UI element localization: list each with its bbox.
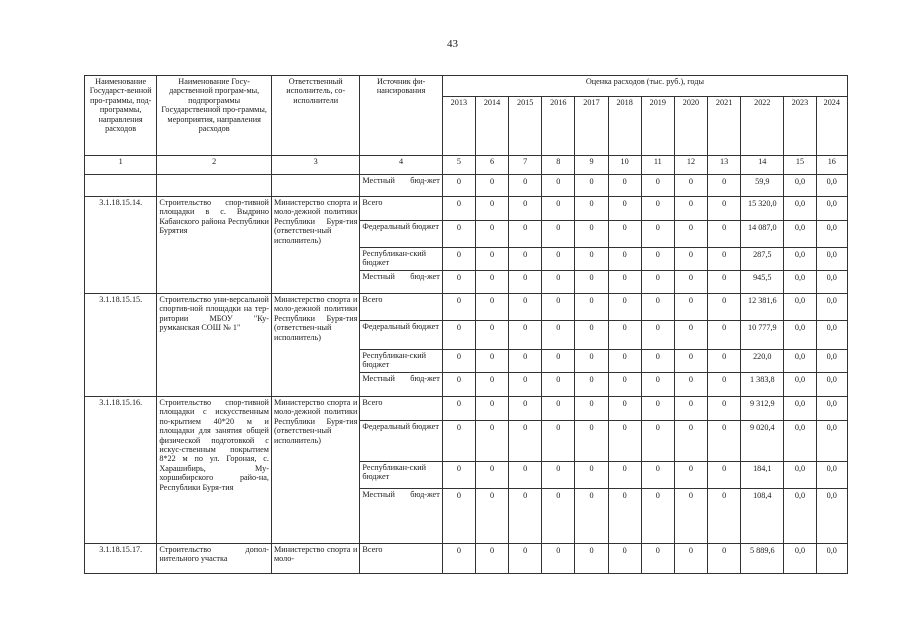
name-cell: Строительство допол-нительного участка — [157, 544, 272, 574]
value-cell: 0 — [641, 544, 674, 574]
value-cell: 0 — [674, 544, 707, 574]
value-cell: 0 — [674, 175, 707, 197]
value-cell: 0 — [575, 397, 608, 421]
value-cell: 0 — [641, 321, 674, 350]
value-cell: 0 — [475, 544, 508, 574]
value-cell: 0 — [641, 221, 674, 248]
column-number: 10 — [608, 156, 641, 175]
source-cell: Федеральный бюджет — [360, 321, 442, 350]
value-cell: 0 — [509, 248, 542, 271]
value-cell: 0 — [674, 321, 707, 350]
column-number: 5 — [442, 156, 475, 175]
value-cell: 0 — [641, 248, 674, 271]
column-number: 11 — [641, 156, 674, 175]
value-cell: 0 — [608, 221, 641, 248]
value-cell: 0 — [442, 175, 475, 197]
value-cell: 0,0 — [816, 421, 847, 462]
value-cell: 0 — [708, 221, 741, 248]
value-cell: 0 — [708, 462, 741, 489]
year-cell: 2024 — [816, 97, 847, 156]
value-cell: 0,0 — [816, 197, 847, 221]
value-cell: 0 — [708, 397, 741, 421]
value-cell: 0 — [509, 373, 542, 397]
value-cell: 0,0 — [816, 271, 847, 294]
code-cell — [85, 175, 157, 197]
value-cell: 0 — [475, 294, 508, 321]
source-cell: Всего — [360, 197, 442, 221]
header-col-source: Источник фи-нансирования — [360, 76, 442, 156]
value-cell: 0 — [708, 197, 741, 221]
value-cell: 59,9 — [741, 175, 784, 197]
value-cell: 0 — [641, 294, 674, 321]
column-number: 12 — [674, 156, 707, 175]
value-cell: 0 — [608, 397, 641, 421]
value-cell: 12 381,6 — [741, 294, 784, 321]
value-cell: 0 — [641, 489, 674, 544]
value-cell: 0 — [608, 489, 641, 544]
value-cell: 0 — [641, 197, 674, 221]
value-cell: 0,0 — [784, 175, 816, 197]
source-cell: Всего — [360, 397, 442, 421]
value-cell: 0 — [708, 175, 741, 197]
value-cell: 0 — [608, 373, 641, 397]
value-cell: 0,0 — [816, 350, 847, 373]
value-cell: 0,0 — [816, 294, 847, 321]
value-cell: 0 — [442, 397, 475, 421]
value-cell: 0 — [674, 462, 707, 489]
value-cell: 0 — [608, 462, 641, 489]
value-cell: 0,0 — [784, 197, 816, 221]
value-cell: 0 — [475, 271, 508, 294]
name-cell — [157, 175, 272, 197]
value-cell: 0,0 — [784, 421, 816, 462]
value-cell: 0 — [575, 248, 608, 271]
value-cell: 0,0 — [784, 221, 816, 248]
value-cell: 9 312,9 — [741, 397, 784, 421]
executor-cell: Министерство спорта и моло-дежной политики Республики Буря-тия (ответствен-ный исполнитель) — [271, 294, 359, 397]
value-cell: 0 — [475, 221, 508, 248]
value-cell: 0 — [542, 544, 575, 574]
value-cell: 0,0 — [784, 350, 816, 373]
value-cell: 0,0 — [784, 294, 816, 321]
value-cell: 0 — [641, 462, 674, 489]
value-cell: 0 — [542, 271, 575, 294]
executor-cell: Министерство спорта и моло- — [271, 544, 359, 574]
value-cell: 0 — [575, 271, 608, 294]
value-cell: 0 — [542, 421, 575, 462]
value-cell: 0 — [542, 175, 575, 197]
value-cell: 9 020,4 — [741, 421, 784, 462]
source-cell: Республикан-ский бюджет — [360, 248, 442, 271]
source-cell: Всего — [360, 294, 442, 321]
code-cell: 3.1.18.15.15. — [85, 294, 157, 397]
value-cell: 0 — [575, 350, 608, 373]
value-cell: 0 — [575, 373, 608, 397]
value-cell: 0,0 — [816, 489, 847, 544]
value-cell: 1 383,8 — [741, 373, 784, 397]
column-number: 14 — [741, 156, 784, 175]
value-cell: 0 — [674, 489, 707, 544]
value-cell: 0 — [542, 462, 575, 489]
year-cell: 2013 — [442, 97, 475, 156]
year-cell: 2020 — [674, 97, 707, 156]
value-cell: 0 — [442, 373, 475, 397]
value-cell: 0 — [542, 221, 575, 248]
year-cell: 2022 — [741, 97, 784, 156]
column-number: 7 — [509, 156, 542, 175]
value-cell: 0 — [708, 373, 741, 397]
value-cell: 0,0 — [784, 373, 816, 397]
source-cell: Местный бюд-жет — [360, 271, 442, 294]
value-cell: 0,0 — [816, 175, 847, 197]
value-cell: 0 — [509, 321, 542, 350]
value-cell: 0 — [542, 248, 575, 271]
value-cell: 5 889,6 — [741, 544, 784, 574]
value-cell: 0 — [542, 197, 575, 221]
value-cell: 14 087,0 — [741, 221, 784, 248]
value-cell: 0 — [542, 489, 575, 544]
column-number: 15 — [784, 156, 816, 175]
column-number: 8 — [542, 156, 575, 175]
value-cell: 10 777,9 — [741, 321, 784, 350]
code-cell: 3.1.18.15.14. — [85, 197, 157, 294]
value-cell: 0 — [708, 544, 741, 574]
code-cell: 3.1.18.15.16. — [85, 397, 157, 544]
value-cell: 0,0 — [784, 544, 816, 574]
value-cell: 0 — [674, 197, 707, 221]
year-cell: 2016 — [542, 97, 575, 156]
executor-cell — [271, 175, 359, 197]
table-row — [85, 397, 848, 421]
value-cell: 0 — [475, 350, 508, 373]
source-cell: Федеральный бюджет — [360, 421, 442, 462]
value-cell: 0 — [542, 397, 575, 421]
column-number: 9 — [575, 156, 608, 175]
year-cell: 2021 — [708, 97, 741, 156]
value-cell: 0 — [708, 489, 741, 544]
value-cell: 0 — [641, 373, 674, 397]
header-col-name: Наименование Госу-дарственной програм-мы, подпрограммы Государственной про-граммы, мероприятия, направления расходов — [157, 76, 272, 156]
value-cell: 0 — [542, 294, 575, 321]
value-cell: 0,0 — [816, 462, 847, 489]
value-cell: 0 — [509, 271, 542, 294]
value-cell: 0 — [509, 175, 542, 197]
source-cell: Местный бюд-жет — [360, 373, 442, 397]
code-cell: 3.1.18.15.17. — [85, 544, 157, 574]
value-cell: 0 — [674, 373, 707, 397]
year-cell: 2018 — [608, 97, 641, 156]
value-cell: 0 — [442, 248, 475, 271]
value-cell: 0 — [674, 397, 707, 421]
value-cell: 0,0 — [816, 373, 847, 397]
value-cell: 0 — [575, 421, 608, 462]
header-col-program: Наименование Государст-венной про-граммы, под-программы, направления расходов — [85, 76, 157, 156]
value-cell: 0 — [708, 294, 741, 321]
value-cell: 0 — [442, 544, 475, 574]
header-row — [85, 76, 848, 97]
value-cell: 0 — [674, 421, 707, 462]
value-cell: 0 — [708, 248, 741, 271]
value-cell: 0 — [608, 544, 641, 574]
value-cell: 0 — [542, 321, 575, 350]
value-cell: 220,0 — [741, 350, 784, 373]
value-cell: 0,0 — [784, 248, 816, 271]
name-cell: Строительство спор-тивной площадки в с. Выдрино Кабанского района Республики Бурятия — [157, 197, 272, 294]
value-cell: 15 320,0 — [741, 197, 784, 221]
column-number: 2 — [157, 156, 272, 175]
value-cell: 0 — [475, 462, 508, 489]
value-cell: 0 — [475, 397, 508, 421]
column-number: 16 — [816, 156, 847, 175]
value-cell: 0 — [608, 248, 641, 271]
value-cell: 0 — [509, 397, 542, 421]
source-cell: Республикан-ский бюджет — [360, 462, 442, 489]
column-number: 4 — [360, 156, 442, 175]
year-cell: 2017 — [575, 97, 608, 156]
value-cell: 0 — [509, 544, 542, 574]
value-cell: 0 — [608, 175, 641, 197]
value-cell: 108,4 — [741, 489, 784, 544]
year-cell: 2023 — [784, 97, 816, 156]
value-cell: 945,5 — [741, 271, 784, 294]
value-cell: 0 — [442, 294, 475, 321]
value-cell: 0 — [674, 221, 707, 248]
value-cell: 287,5 — [741, 248, 784, 271]
table-row — [85, 544, 848, 574]
value-cell: 0,0 — [784, 397, 816, 421]
column-number: 13 — [708, 156, 741, 175]
value-cell: 0 — [575, 175, 608, 197]
value-cell: 0 — [442, 271, 475, 294]
value-cell: 0,0 — [784, 271, 816, 294]
value-cell: 0 — [509, 197, 542, 221]
source-cell: Всего — [360, 544, 442, 574]
value-cell: 0 — [575, 462, 608, 489]
value-cell: 0 — [475, 197, 508, 221]
value-cell: 0 — [608, 197, 641, 221]
value-cell: 0 — [608, 421, 641, 462]
source-cell: Федеральный бюджет — [360, 221, 442, 248]
year-cell: 2019 — [641, 97, 674, 156]
value-cell: 184,1 — [741, 462, 784, 489]
value-cell: 0 — [674, 248, 707, 271]
value-cell: 0 — [674, 294, 707, 321]
value-cell: 0 — [575, 294, 608, 321]
value-cell: 0 — [475, 489, 508, 544]
value-cell: 0,0 — [816, 544, 847, 574]
value-cell: 0 — [509, 462, 542, 489]
year-cell: 2014 — [475, 97, 508, 156]
value-cell: 0 — [442, 221, 475, 248]
executor-cell: Министерство спорта и моло-дежной политики Республики Буря-тия (ответствен-ный исполнитель) — [271, 397, 359, 544]
value-cell: 0 — [475, 373, 508, 397]
value-cell: 0 — [575, 489, 608, 544]
header-cost-group: Оценка расходов (тыс. руб.), годы — [442, 76, 847, 97]
value-cell: 0 — [509, 350, 542, 373]
value-cell: 0 — [575, 544, 608, 574]
value-cell: 0 — [708, 421, 741, 462]
value-cell: 0 — [542, 373, 575, 397]
executor-cell: Министерство спорта и моло-дежной политики Республики Буря-тия (ответствен-ный исполнитель) — [271, 197, 359, 294]
value-cell: 0 — [509, 221, 542, 248]
year-cell: 2015 — [509, 97, 542, 156]
value-cell: 0,0 — [784, 462, 816, 489]
value-cell: 0 — [674, 271, 707, 294]
table-row — [85, 197, 848, 221]
value-cell: 0 — [608, 321, 641, 350]
value-cell: 0,0 — [816, 221, 847, 248]
value-cell: 0 — [442, 462, 475, 489]
value-cell: 0 — [641, 350, 674, 373]
value-cell: 0,0 — [784, 489, 816, 544]
value-cell: 0 — [708, 350, 741, 373]
value-cell: 0 — [509, 489, 542, 544]
value-cell: 0,0 — [816, 397, 847, 421]
value-cell: 0 — [674, 350, 707, 373]
value-cell: 0 — [442, 197, 475, 221]
value-cell: 0 — [442, 321, 475, 350]
header-col-executor: Ответственный исполнитель, со-исполнители — [271, 76, 359, 156]
value-cell: 0 — [475, 321, 508, 350]
value-cell: 0 — [575, 221, 608, 248]
source-cell: Местный бюд-жет — [360, 175, 442, 197]
value-cell: 0,0 — [784, 321, 816, 350]
value-cell: 0 — [708, 271, 741, 294]
value-cell: 0,0 — [816, 248, 847, 271]
column-number: 6 — [475, 156, 508, 175]
value-cell: 0 — [442, 489, 475, 544]
value-cell: 0,0 — [816, 321, 847, 350]
value-cell: 0 — [608, 294, 641, 321]
budget-table — [84, 75, 848, 574]
name-cell: Строительство уни-версальной спортив-ной площадки на тер-ритории МБОУ "Ку-румканская СОШ № 1" — [157, 294, 272, 397]
table-row — [85, 175, 848, 197]
column-numbers-row — [85, 156, 848, 175]
value-cell: 0 — [608, 350, 641, 373]
value-cell: 0 — [442, 421, 475, 462]
value-cell: 0 — [475, 248, 508, 271]
value-cell: 0 — [509, 421, 542, 462]
value-cell: 0 — [708, 321, 741, 350]
value-cell: 0 — [608, 271, 641, 294]
page-number: 43 — [447, 38, 458, 50]
value-cell: 0 — [641, 421, 674, 462]
value-cell: 0 — [575, 197, 608, 221]
source-cell: Местный бюд-жет — [360, 489, 442, 544]
table-row — [85, 294, 848, 321]
value-cell: 0 — [641, 271, 674, 294]
value-cell: 0 — [542, 350, 575, 373]
source-cell: Республикан-ский бюджет — [360, 350, 442, 373]
value-cell: 0 — [442, 350, 475, 373]
value-cell: 0 — [509, 294, 542, 321]
value-cell: 0 — [475, 175, 508, 197]
name-cell: Строительство спор-тивной площадки с искусственным по-крытием 40*20 м и площадки для занятия общей физической подготовкой с искус-ственным покрытием 8*22 м по ул. Гороная, с. Хаpашибирь, Му-хоршибирского райо-на, Республики Буря-тия — [157, 397, 272, 544]
value-cell: 0 — [641, 175, 674, 197]
value-cell: 0 — [641, 397, 674, 421]
value-cell: 0 — [575, 321, 608, 350]
value-cell: 0 — [475, 421, 508, 462]
column-number: 3 — [271, 156, 359, 175]
column-number: 1 — [85, 156, 157, 175]
